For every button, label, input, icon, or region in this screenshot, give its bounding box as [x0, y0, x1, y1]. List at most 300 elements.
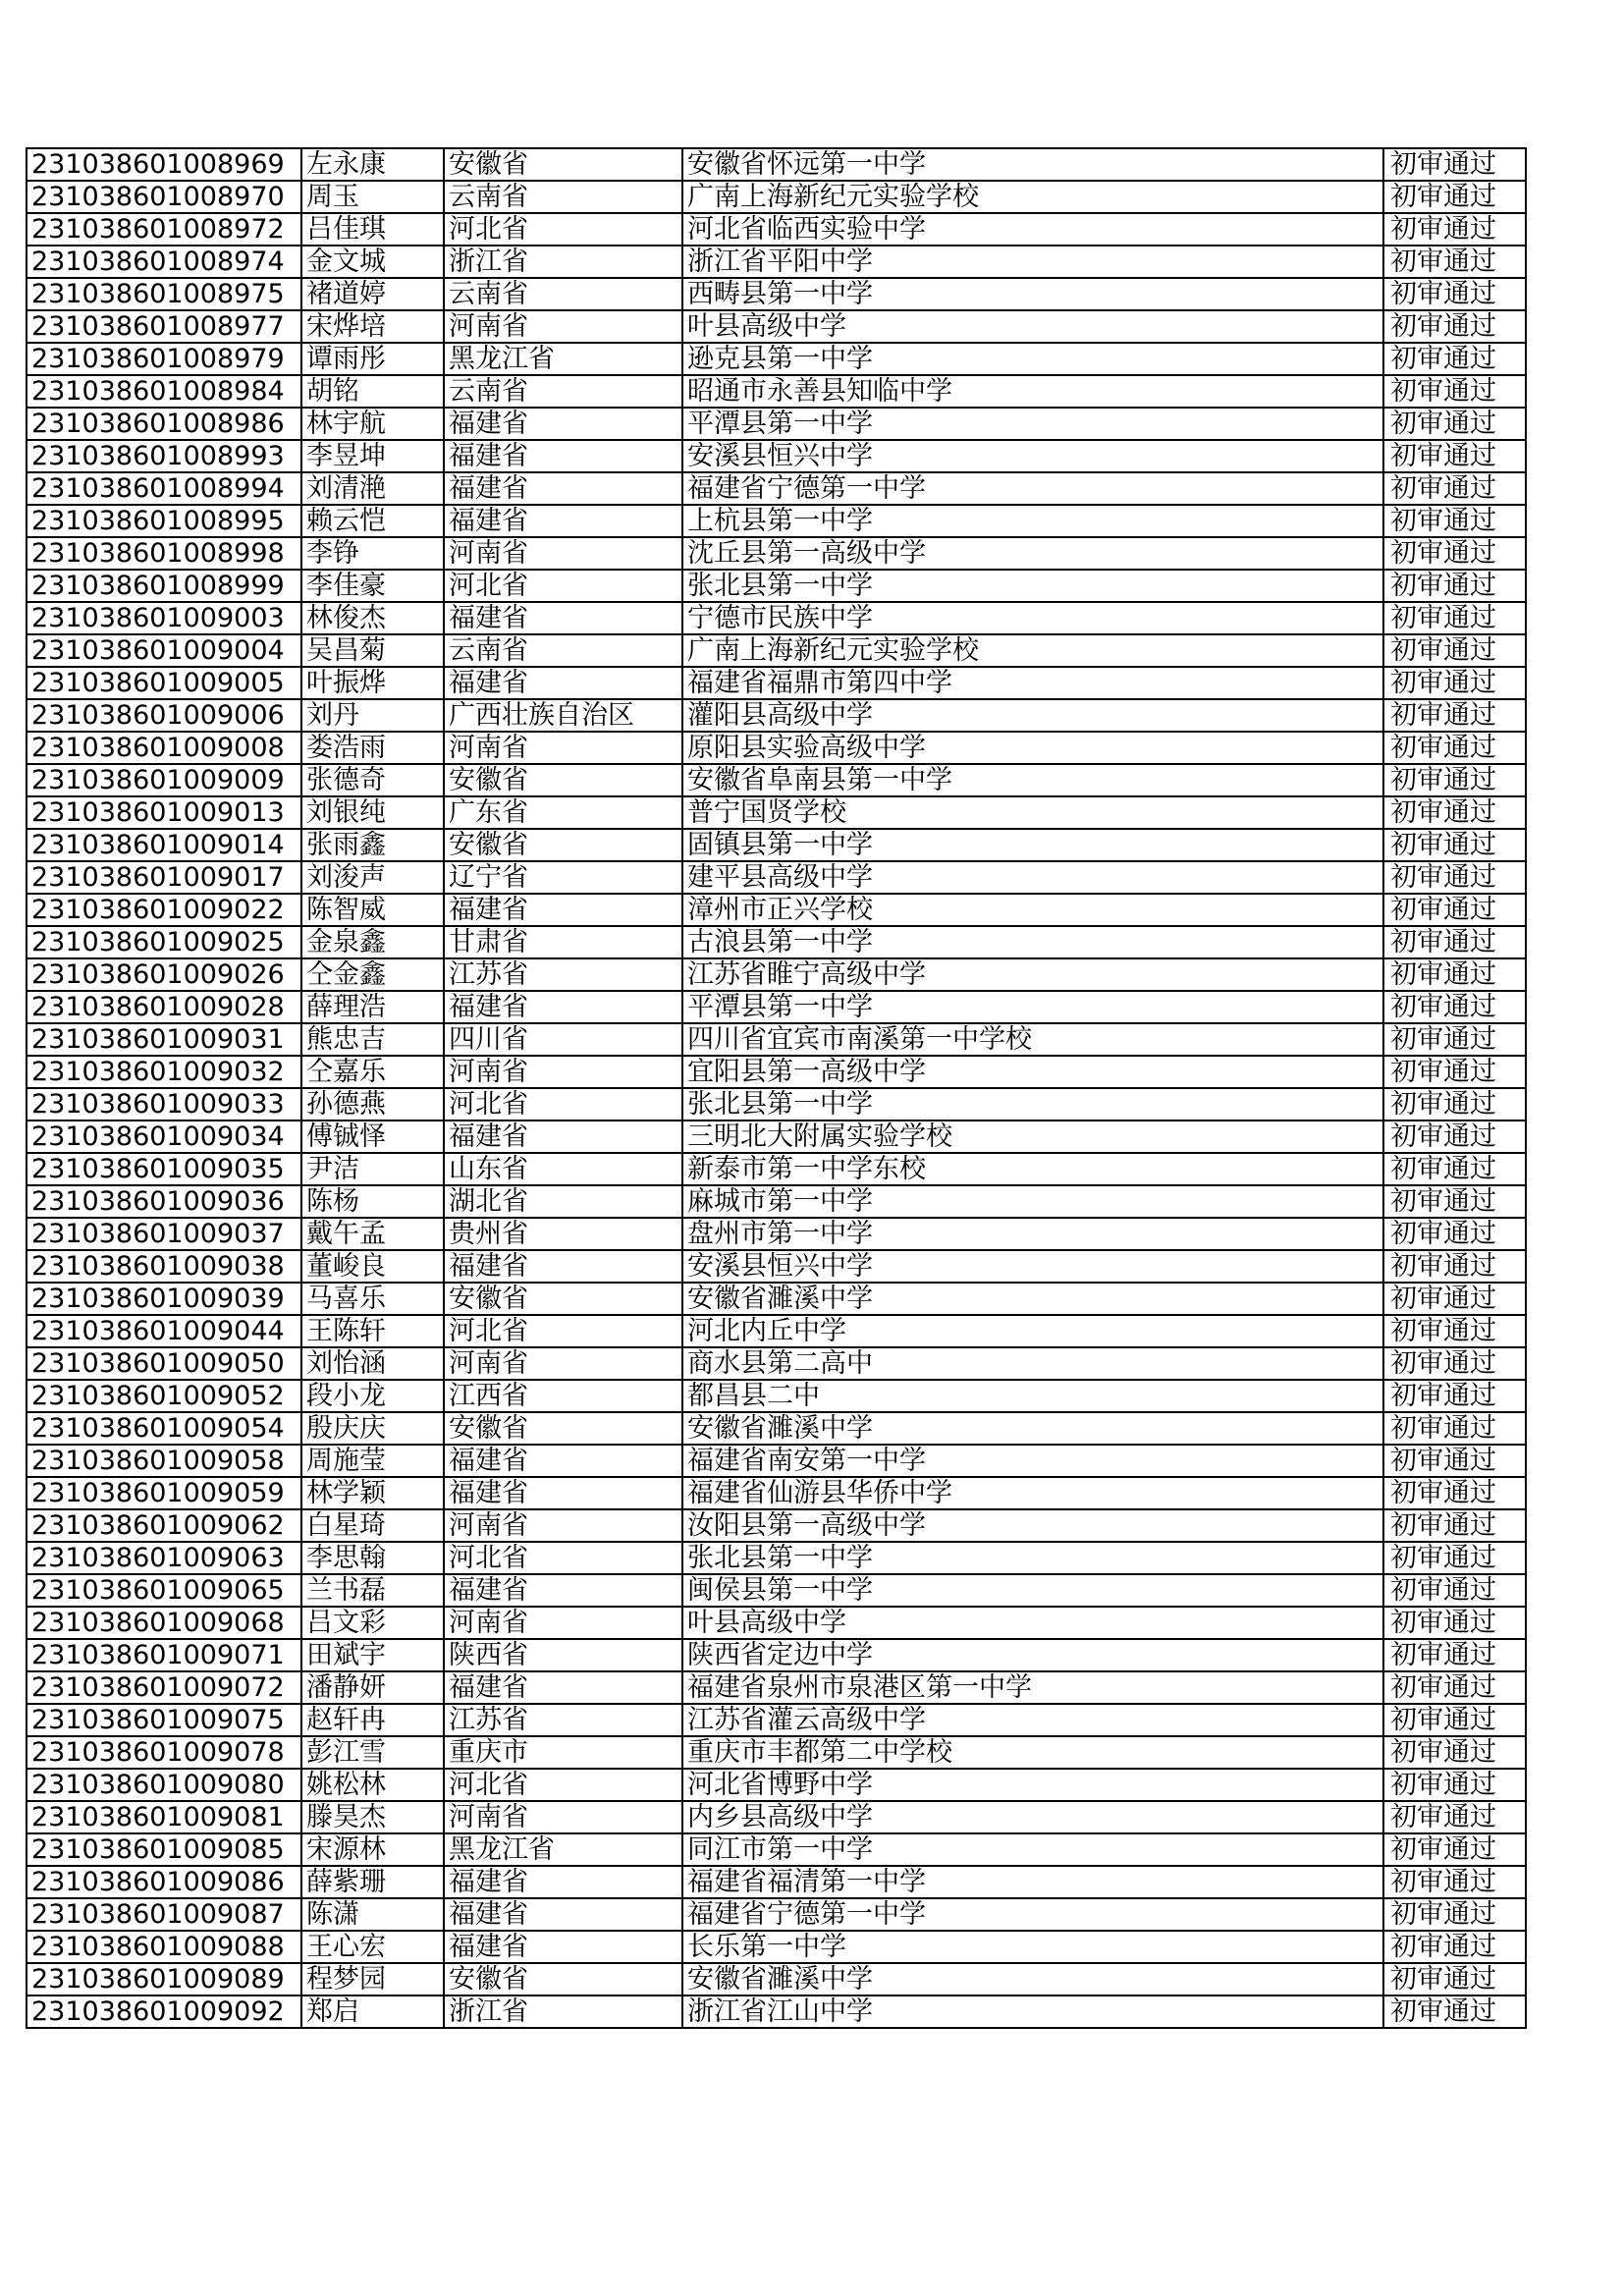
table-row — [27, 829, 1526, 861]
province-cell: 河北省 — [444, 570, 682, 602]
school-cell: 安徽省阜南县第一中学 — [682, 764, 1383, 796]
table-row — [27, 148, 1526, 181]
name-cell: 吕佳琪 — [301, 213, 444, 246]
province-cell: 云南省 — [444, 278, 682, 310]
name-cell: 李昱坤 — [301, 440, 444, 472]
table-row — [27, 310, 1526, 343]
province-cell: 黑龙江省 — [444, 343, 682, 375]
name-cell: 姚松林 — [301, 1769, 444, 1801]
province-cell: 福建省 — [444, 505, 682, 537]
status-cell: 初审通过 — [1383, 343, 1526, 375]
status-cell: 初审通过 — [1383, 991, 1526, 1023]
province-cell: 安徽省 — [444, 829, 682, 861]
school-cell: 平潭县第一中学 — [682, 991, 1383, 1023]
name-cell: 仝金鑫 — [301, 958, 444, 991]
table-row — [27, 1445, 1526, 1477]
name-cell: 滕昊杰 — [301, 1801, 444, 1833]
table-row — [27, 1185, 1526, 1218]
applicant-id-cell: 231038601008984 — [27, 375, 301, 408]
table-row — [27, 1866, 1526, 1898]
applicant-id-cell: 231038601008972 — [27, 213, 301, 246]
province-cell: 福建省 — [444, 1898, 682, 1931]
name-cell: 吴昌菊 — [301, 634, 444, 667]
name-cell: 林宇航 — [301, 408, 444, 440]
province-cell: 安徽省 — [444, 148, 682, 181]
school-cell: 麻城市第一中学 — [682, 1185, 1383, 1218]
table-row — [27, 894, 1526, 926]
name-cell: 胡铭 — [301, 375, 444, 408]
status-cell: 初审通过 — [1383, 278, 1526, 310]
status-cell: 初审通过 — [1383, 1218, 1526, 1250]
name-cell: 吕文彩 — [301, 1607, 444, 1639]
table-row — [27, 1121, 1526, 1153]
name-cell: 李铮 — [301, 537, 444, 570]
applicant-id-cell: 231038601009089 — [27, 1963, 301, 1995]
table-row — [27, 1769, 1526, 1801]
table-row — [27, 472, 1526, 505]
status-cell: 初审通过 — [1383, 1250, 1526, 1283]
school-cell: 盘州市第一中学 — [682, 1218, 1383, 1250]
province-cell: 河北省 — [444, 1088, 682, 1121]
name-cell: 金泉鑫 — [301, 926, 444, 958]
applicant-id-cell: 231038601009063 — [27, 1542, 301, 1574]
school-cell: 同江市第一中学 — [682, 1833, 1383, 1866]
applicant-id-cell: 231038601009026 — [27, 958, 301, 991]
name-cell: 刘丹 — [301, 699, 444, 732]
school-cell: 汝阳县第一高级中学 — [682, 1509, 1383, 1542]
province-cell: 福建省 — [444, 667, 682, 699]
applicant-id-cell: 231038601008986 — [27, 408, 301, 440]
status-cell: 初审通过 — [1383, 1639, 1526, 1671]
status-cell: 初审通过 — [1383, 667, 1526, 699]
status-cell: 初审通过 — [1383, 1412, 1526, 1445]
table-row — [27, 570, 1526, 602]
school-cell: 江苏省灌云高级中学 — [682, 1704, 1383, 1736]
applicant-id-cell: 231038601009059 — [27, 1477, 301, 1509]
applicant-id-cell: 231038601009072 — [27, 1671, 301, 1704]
school-cell: 张北县第一中学 — [682, 1542, 1383, 1574]
name-cell: 刘怡涵 — [301, 1347, 444, 1380]
results-table — [26, 147, 1527, 2029]
applicant-id-cell: 231038601008969 — [27, 148, 301, 181]
applicant-id-cell: 231038601009087 — [27, 1898, 301, 1931]
province-cell: 云南省 — [444, 375, 682, 408]
province-cell: 安徽省 — [444, 764, 682, 796]
status-cell: 初审通过 — [1383, 732, 1526, 764]
name-cell: 刘浚声 — [301, 861, 444, 894]
school-cell: 福建省宁德第一中学 — [682, 472, 1383, 505]
table-row — [27, 1671, 1526, 1704]
applicant-id-cell: 231038601009088 — [27, 1931, 301, 1963]
school-cell: 安徽省怀远第一中学 — [682, 148, 1383, 181]
status-cell: 初审通过 — [1383, 1445, 1526, 1477]
applicant-id-cell: 231038601009022 — [27, 894, 301, 926]
province-cell: 河南省 — [444, 1607, 682, 1639]
name-cell: 林俊杰 — [301, 602, 444, 634]
school-cell: 新泰市第一中学东校 — [682, 1153, 1383, 1185]
province-cell: 河南省 — [444, 1347, 682, 1380]
status-cell: 初审通过 — [1383, 1056, 1526, 1088]
province-cell: 福建省 — [444, 1445, 682, 1477]
applicant-id-cell: 231038601009078 — [27, 1736, 301, 1769]
name-cell: 程梦园 — [301, 1963, 444, 1995]
table-row — [27, 764, 1526, 796]
results-table-body — [27, 148, 1526, 2028]
applicant-id-cell: 231038601009014 — [27, 829, 301, 861]
name-cell: 董峻良 — [301, 1250, 444, 1283]
school-cell: 西畴县第一中学 — [682, 278, 1383, 310]
status-cell: 初审通过 — [1383, 1995, 1526, 2028]
name-cell: 彭江雪 — [301, 1736, 444, 1769]
school-cell: 逊克县第一中学 — [682, 343, 1383, 375]
table-row — [27, 1412, 1526, 1445]
applicant-id-cell: 231038601009081 — [27, 1801, 301, 1833]
school-cell: 内乡县高级中学 — [682, 1801, 1383, 1833]
school-cell: 福建省泉州市泉港区第一中学 — [682, 1671, 1383, 1704]
province-cell: 广东省 — [444, 796, 682, 829]
status-cell: 初审通过 — [1383, 1574, 1526, 1607]
applicant-id-cell: 231038601008970 — [27, 181, 301, 213]
school-cell: 灌阳县高级中学 — [682, 699, 1383, 732]
table-row — [27, 246, 1526, 278]
school-cell: 广南上海新纪元实验学校 — [682, 181, 1383, 213]
table-row — [27, 1704, 1526, 1736]
school-cell: 浙江省平阳中学 — [682, 246, 1383, 278]
table-row — [27, 1023, 1526, 1056]
status-cell: 初审通过 — [1383, 505, 1526, 537]
table-row — [27, 1639, 1526, 1671]
applicant-id-cell: 231038601008975 — [27, 278, 301, 310]
school-cell: 四川省宜宾市南溪第一中学校 — [682, 1023, 1383, 1056]
school-cell: 漳州市正兴学校 — [682, 894, 1383, 926]
province-cell: 贵州省 — [444, 1218, 682, 1250]
status-cell: 初审通过 — [1383, 408, 1526, 440]
table-row — [27, 1542, 1526, 1574]
school-cell: 安溪县恒兴中学 — [682, 1250, 1383, 1283]
province-cell: 河北省 — [444, 1769, 682, 1801]
table-row — [27, 667, 1526, 699]
applicant-id-cell: 231038601009065 — [27, 1574, 301, 1607]
status-cell: 初审通过 — [1383, 764, 1526, 796]
status-cell: 初审通过 — [1383, 440, 1526, 472]
province-cell: 福建省 — [444, 1477, 682, 1509]
applicant-id-cell: 231038601008994 — [27, 472, 301, 505]
applicant-id-cell: 231038601009085 — [27, 1833, 301, 1866]
applicant-id-cell: 231038601008974 — [27, 246, 301, 278]
school-cell: 叶县高级中学 — [682, 310, 1383, 343]
name-cell: 陈杨 — [301, 1185, 444, 1218]
school-cell: 江苏省睢宁高级中学 — [682, 958, 1383, 991]
applicant-id-cell: 231038601009017 — [27, 861, 301, 894]
name-cell: 熊忠吉 — [301, 1023, 444, 1056]
status-cell: 初审通过 — [1383, 829, 1526, 861]
applicant-id-cell: 231038601009050 — [27, 1347, 301, 1380]
table-row — [27, 991, 1526, 1023]
status-cell: 初审通过 — [1383, 926, 1526, 958]
table-row — [27, 1833, 1526, 1866]
table-row — [27, 1056, 1526, 1088]
name-cell: 马喜乐 — [301, 1283, 444, 1315]
name-cell: 宋烨培 — [301, 310, 444, 343]
status-cell: 初审通过 — [1383, 634, 1526, 667]
applicant-id-cell: 231038601009034 — [27, 1121, 301, 1153]
province-cell: 甘肃省 — [444, 926, 682, 958]
status-cell: 初审通过 — [1383, 1283, 1526, 1315]
status-cell: 初审通过 — [1383, 861, 1526, 894]
name-cell: 陈智威 — [301, 894, 444, 926]
table-row — [27, 958, 1526, 991]
table-row — [27, 1250, 1526, 1283]
name-cell: 殷庆庆 — [301, 1412, 444, 1445]
applicant-id-cell: 231038601009068 — [27, 1607, 301, 1639]
province-cell: 河南省 — [444, 310, 682, 343]
applicant-id-cell: 231038601009054 — [27, 1412, 301, 1445]
school-cell: 固镇县第一中学 — [682, 829, 1383, 861]
province-cell: 福建省 — [444, 440, 682, 472]
status-cell: 初审通过 — [1383, 1121, 1526, 1153]
school-cell: 闽侯县第一中学 — [682, 1574, 1383, 1607]
school-cell: 浙江省江山中学 — [682, 1995, 1383, 2028]
province-cell: 安徽省 — [444, 1412, 682, 1445]
name-cell: 娄浩雨 — [301, 732, 444, 764]
table-row — [27, 1801, 1526, 1833]
status-cell: 初审通过 — [1383, 1315, 1526, 1347]
table-row — [27, 1898, 1526, 1931]
applicant-id-cell: 231038601009008 — [27, 732, 301, 764]
table-row — [27, 505, 1526, 537]
province-cell: 河北省 — [444, 1315, 682, 1347]
name-cell: 潘静妍 — [301, 1671, 444, 1704]
applicant-id-cell: 231038601009009 — [27, 764, 301, 796]
name-cell: 刘银纯 — [301, 796, 444, 829]
province-cell: 福建省 — [444, 1250, 682, 1283]
name-cell: 段小龙 — [301, 1380, 444, 1412]
table-row — [27, 861, 1526, 894]
province-cell: 福建省 — [444, 1931, 682, 1963]
status-cell: 初审通过 — [1383, 213, 1526, 246]
name-cell: 李思翰 — [301, 1542, 444, 1574]
status-cell: 初审通过 — [1383, 1380, 1526, 1412]
school-cell: 安徽省濉溪中学 — [682, 1283, 1383, 1315]
status-cell: 初审通过 — [1383, 1963, 1526, 1995]
applicant-id-cell: 231038601008995 — [27, 505, 301, 537]
school-cell: 河北省博野中学 — [682, 1769, 1383, 1801]
province-cell: 河南省 — [444, 1509, 682, 1542]
applicant-id-cell: 231038601009044 — [27, 1315, 301, 1347]
status-cell: 初审通过 — [1383, 181, 1526, 213]
school-cell: 安徽省濉溪中学 — [682, 1412, 1383, 1445]
name-cell: 赵轩冉 — [301, 1704, 444, 1736]
status-cell: 初审通过 — [1383, 1769, 1526, 1801]
name-cell: 谭雨彤 — [301, 343, 444, 375]
status-cell: 初审通过 — [1383, 1023, 1526, 1056]
table-row — [27, 1283, 1526, 1315]
table-row — [27, 1931, 1526, 1963]
province-cell: 福建省 — [444, 991, 682, 1023]
province-cell: 广西壮族自治区 — [444, 699, 682, 732]
status-cell: 初审通过 — [1383, 1509, 1526, 1542]
school-cell: 张北县第一中学 — [682, 570, 1383, 602]
status-cell: 初审通过 — [1383, 570, 1526, 602]
province-cell: 四川省 — [444, 1023, 682, 1056]
school-cell: 宁德市民族中学 — [682, 602, 1383, 634]
status-cell: 初审通过 — [1383, 1153, 1526, 1185]
name-cell: 白星琦 — [301, 1509, 444, 1542]
province-cell: 浙江省 — [444, 1995, 682, 2028]
name-cell: 薛紫珊 — [301, 1866, 444, 1898]
status-cell: 初审通过 — [1383, 375, 1526, 408]
table-row — [27, 1347, 1526, 1380]
applicant-id-cell: 231038601009062 — [27, 1509, 301, 1542]
table-row — [27, 634, 1526, 667]
school-cell: 上杭县第一中学 — [682, 505, 1383, 537]
school-cell: 福建省福鼎市第四中学 — [682, 667, 1383, 699]
applicant-id-cell: 231038601009003 — [27, 602, 301, 634]
applicant-id-cell: 231038601009038 — [27, 1250, 301, 1283]
name-cell: 宋源林 — [301, 1833, 444, 1866]
name-cell: 兰书磊 — [301, 1574, 444, 1607]
applicant-id-cell: 231038601009006 — [27, 699, 301, 732]
province-cell: 安徽省 — [444, 1283, 682, 1315]
province-cell: 河南省 — [444, 1801, 682, 1833]
applicant-id-cell: 231038601009092 — [27, 1995, 301, 2028]
province-cell: 福建省 — [444, 1574, 682, 1607]
name-cell: 李佳豪 — [301, 570, 444, 602]
name-cell: 傅铖怿 — [301, 1121, 444, 1153]
province-cell: 安徽省 — [444, 1963, 682, 1995]
province-cell: 云南省 — [444, 181, 682, 213]
table-row — [27, 926, 1526, 958]
status-cell: 初审通过 — [1383, 602, 1526, 634]
applicant-id-cell: 231038601009080 — [27, 1769, 301, 1801]
name-cell: 刘清滟 — [301, 472, 444, 505]
school-cell: 河北省临西实验中学 — [682, 213, 1383, 246]
table-row — [27, 1574, 1526, 1607]
status-cell: 初审通过 — [1383, 1607, 1526, 1639]
status-cell: 初审通过 — [1383, 1898, 1526, 1931]
status-cell: 初审通过 — [1383, 699, 1526, 732]
status-cell: 初审通过 — [1383, 1088, 1526, 1121]
school-cell: 商水县第二高中 — [682, 1347, 1383, 1380]
school-cell: 宜阳县第一高级中学 — [682, 1056, 1383, 1088]
name-cell: 金文城 — [301, 246, 444, 278]
table-row — [27, 1477, 1526, 1509]
name-cell: 郑启 — [301, 1995, 444, 2028]
name-cell: 仝嘉乐 — [301, 1056, 444, 1088]
school-cell: 古浪县第一中学 — [682, 926, 1383, 958]
school-cell: 三明北大附属实验学校 — [682, 1121, 1383, 1153]
applicant-id-cell: 231038601008977 — [27, 310, 301, 343]
province-cell: 福建省 — [444, 472, 682, 505]
table-row — [27, 1153, 1526, 1185]
name-cell: 戴午孟 — [301, 1218, 444, 1250]
table-row — [27, 213, 1526, 246]
school-cell: 安溪县恒兴中学 — [682, 440, 1383, 472]
status-cell: 初审通过 — [1383, 537, 1526, 570]
applicant-id-cell: 231038601009025 — [27, 926, 301, 958]
status-cell: 初审通过 — [1383, 1866, 1526, 1898]
province-cell: 云南省 — [444, 634, 682, 667]
province-cell: 河南省 — [444, 537, 682, 570]
name-cell: 王心宏 — [301, 1931, 444, 1963]
name-cell: 左永康 — [301, 148, 444, 181]
table-row — [27, 699, 1526, 732]
name-cell: 褚道婷 — [301, 278, 444, 310]
province-cell: 江西省 — [444, 1380, 682, 1412]
name-cell: 田斌宇 — [301, 1639, 444, 1671]
status-cell: 初审通过 — [1383, 1185, 1526, 1218]
applicant-id-cell: 231038601009058 — [27, 1445, 301, 1477]
table-row — [27, 602, 1526, 634]
school-cell: 福建省南安第一中学 — [682, 1445, 1383, 1477]
applicant-id-cell: 231038601009033 — [27, 1088, 301, 1121]
applicant-id-cell: 231038601009086 — [27, 1866, 301, 1898]
table-row — [27, 440, 1526, 472]
status-cell: 初审通过 — [1383, 1671, 1526, 1704]
province-cell: 福建省 — [444, 1866, 682, 1898]
school-cell: 普宁国贤学校 — [682, 796, 1383, 829]
province-cell: 江苏省 — [444, 1704, 682, 1736]
status-cell: 初审通过 — [1383, 1704, 1526, 1736]
province-cell: 福建省 — [444, 408, 682, 440]
applicant-id-cell: 231038601008979 — [27, 343, 301, 375]
table-row — [27, 1088, 1526, 1121]
applicant-id-cell: 231038601009036 — [27, 1185, 301, 1218]
school-cell: 沈丘县第一高级中学 — [682, 537, 1383, 570]
province-cell: 江苏省 — [444, 958, 682, 991]
status-cell: 初审通过 — [1383, 310, 1526, 343]
name-cell: 赖云恺 — [301, 505, 444, 537]
status-cell: 初审通过 — [1383, 1542, 1526, 1574]
province-cell: 福建省 — [444, 1121, 682, 1153]
applicant-id-cell: 231038601009013 — [27, 796, 301, 829]
name-cell: 尹洁 — [301, 1153, 444, 1185]
applicant-id-cell: 231038601008998 — [27, 537, 301, 570]
name-cell: 张德奇 — [301, 764, 444, 796]
applicant-id-cell: 231038601008993 — [27, 440, 301, 472]
province-cell: 辽宁省 — [444, 861, 682, 894]
province-cell: 河南省 — [444, 1056, 682, 1088]
school-cell: 安徽省濉溪中学 — [682, 1963, 1383, 1995]
table-row — [27, 1218, 1526, 1250]
table-row — [27, 1315, 1526, 1347]
applicant-id-cell: 231038601009037 — [27, 1218, 301, 1250]
table-row — [27, 1380, 1526, 1412]
school-cell: 福建省福清第一中学 — [682, 1866, 1383, 1898]
applicant-id-cell: 231038601009071 — [27, 1639, 301, 1671]
name-cell: 林学颖 — [301, 1477, 444, 1509]
applicant-id-cell: 231038601009031 — [27, 1023, 301, 1056]
status-cell: 初审通过 — [1383, 1833, 1526, 1866]
status-cell: 初审通过 — [1383, 894, 1526, 926]
table-row — [27, 1607, 1526, 1639]
province-cell: 福建省 — [444, 602, 682, 634]
table-row — [27, 181, 1526, 213]
table-row — [27, 1736, 1526, 1769]
province-cell: 浙江省 — [444, 246, 682, 278]
status-cell: 初审通过 — [1383, 958, 1526, 991]
table-row — [27, 1963, 1526, 1995]
table-row — [27, 408, 1526, 440]
province-cell: 河南省 — [444, 732, 682, 764]
province-cell: 重庆市 — [444, 1736, 682, 1769]
province-cell: 福建省 — [444, 894, 682, 926]
status-cell: 初审通过 — [1383, 1931, 1526, 1963]
applicant-id-cell: 231038601009039 — [27, 1283, 301, 1315]
status-cell: 初审通过 — [1383, 246, 1526, 278]
status-cell: 初审通过 — [1383, 1477, 1526, 1509]
table-row — [27, 278, 1526, 310]
